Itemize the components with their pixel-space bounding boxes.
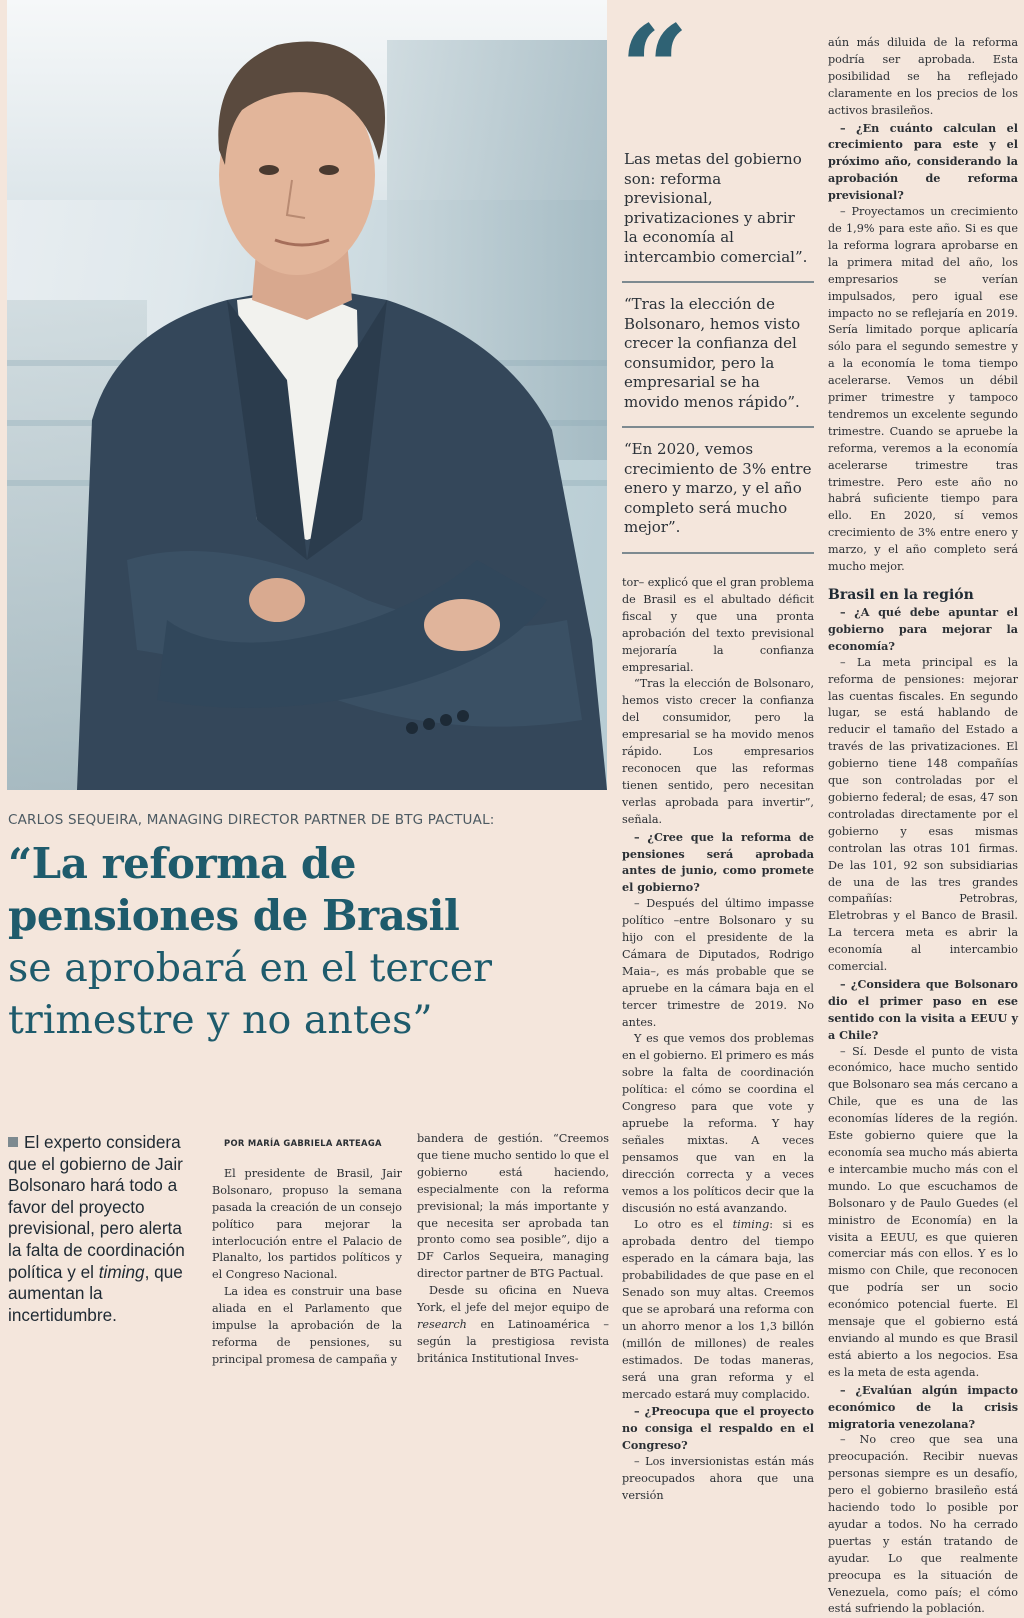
interview-answer: – No creo que sea una preocupación. Recibir nuevas personas siempre es un desafío, pero el gobierno brasileño está haciendo todo lo posible por ayudar a todos. No ha cerrado puertas y están tratando de ayudar. Lo que realmente preocupa es la situación de Venezuela, como país; el cómo está sufriendo la población. bbox=[828, 1433, 1018, 1616]
byline: POR MARÍA GABRIELA ARTEAGA bbox=[224, 1138, 382, 1148]
pull-quote-column bbox=[620, 0, 816, 556]
body-column-4 bbox=[828, 35, 1018, 1618]
paragraph: La idea es construir una base aliada en el Parlamento que impulse la aprobación de la reforma de pensiones, su principal promesa de campaña y bbox=[212, 1285, 402, 1366]
interview-question: – ¿Evalúan algún impacto económico de la crisis migratoria venezolana? bbox=[828, 1382, 1018, 1431]
pull-quote-2: “Tras la elección de Bolsonaro, hemos visto crecer la confianza del consumidor, pero la empresarial se ha movido menos rápido”. bbox=[624, 295, 801, 411]
interview-question: – ¿A qué debe apuntar el gobierno para mejorar la economía? bbox=[828, 605, 1018, 653]
paragraph: tor– explicó que el gran problema de Brasil es el abultado déficit fiscal y que una pronta aprobación del texto previsional mejoraría la confianza empresarial. bbox=[622, 576, 814, 674]
paragraph: Y es que vemos dos problemas en el gobierno. El primero es más sobre la falta de coordinación política: el cómo se coordina el Congreso para que vote y apruebe la reforma. Y hay señales mixtas. A veces pensamos que van en la dirección correcta y a veces vemos a los políticos decir que la discusión no está avanzando. bbox=[622, 1032, 814, 1215]
quote-mark-icon: “ bbox=[620, 0, 684, 140]
paragraph: Desde su oficina en Nueva York, el jefe del mejor equipo de research en Latinoamérica –según la prestigiosa revista británica Institutional Inves- bbox=[417, 1284, 609, 1365]
body-column-3 bbox=[622, 575, 814, 1505]
paragraph: aún más diluida de la reforma podría ser aprobada. Esta posibilidad se ha reflejado claramente en los precios de los activos brasileños. bbox=[828, 36, 1018, 117]
interview-question: – ¿Cree que la reforma de pensiones será aprobada antes de junio, como promete el gobierno? bbox=[622, 829, 814, 895]
interview-answer: – Sí. Desde el punto de vista económico, hace mucho sentido que Bolsonaro sea más cercano a Chile, que es una de las economías líderes de la región. Este gobierno quiere que la economía sea mucho más abierta e intercambie mucho más con el mundo. Lo que escuchamos de Bolsonaro y de Paulo Guedes (el ministro de Economía) en la visita a EEUU, es que quieren comerciar más con ellos. Y es lo mismo con Chile, que reconocen que podría ser un socio económico potencial fuerte. El mensaje que el gobierno está enviando al mundo es que Brasil está abierto a los negocios. Esa es la meta de esta agenda. bbox=[828, 1044, 1018, 1379]
headline-line-4: trimestre y no antes” bbox=[8, 997, 433, 1043]
square-bullet-icon bbox=[8, 1137, 18, 1147]
paragraph: Lo otro es el timing: si es aprobada dentro del tiempo esperado en la cámara baja, las probabilidades de que pase en el Senado son muy altas. Creemos que se aprobará una reforma con un ahorro menor a los 1,3 billón (millón de millones) de reales estimados. De todas maneras, será una gran reforma y el mercado estará muy complacido. bbox=[622, 1218, 814, 1401]
pull-quote-3: “En 2020, vemos crecimiento de 3% entre enero y marzo, y el año completo será mucho mejor”. bbox=[624, 440, 812, 536]
interview-question: – ¿Preocupa que el proyecto no consiga el respaldo en el Congreso? bbox=[622, 1404, 814, 1453]
body-column-1 bbox=[212, 1135, 402, 1369]
paragraph: bandera de gestión. “Creemos que tiene mucho sentido lo que el gobierno está haciendo, especialmente con la reforma previsional; la más importante y que necesita ser aprobada tan pronto como sea posible”, dijo a DF Carlos Sequeira, managing director partner de BTG Pactual. bbox=[417, 1132, 609, 1281]
divider bbox=[622, 281, 814, 283]
interview-answer: – Después del último impasse político –entre Bolsonaro y su hijo con el presidente de la Cámara de Diputados, Rodrigo Maia–, es más probable que se apruebe en la cámara baja en el tercer trimestre de 2019. No antes. bbox=[622, 897, 814, 1029]
interview-answer: – La meta principal es la reforma de pensiones: mejorar las cuentas fiscales. En segundo lugar, se está hablando de reducir el tamaño del Estado a través de las privatizaciones. El gobierno tiene 148 compañías que son controladas por el gobierno federal; de esas, 47 son controladas directamente por el gobierno y esas mismas controlan las otras 101 firmas. De las 101, 92 son subsidiarias de una de las tres grandes compañías: Petrobras, Eletrobras y el Banco de Brasil. La tercera meta es abrir la economía al intercambio comercial. bbox=[828, 655, 1018, 974]
interview-question: – ¿Considera que Bolsonaro dio el primer paso en ese sentido con la visita a EEUU y a Chile? bbox=[828, 976, 1018, 1042]
portrait-photo bbox=[7, 0, 607, 790]
headline bbox=[8, 838, 608, 1046]
interview-answer: – Proyectamos un crecimiento de 1,9% para este año. Si es que la reforma lograra aprobarse en la primera mitad del año, los empresarios se verían impulsados, pero igual ese impacto no se reflejaría en 2019. Sería limitado porque aplicaría sólo para el segundo semestre y a la economía le toma tiempo acelerarse. Vemos un débil primer trimestre y tampoco tendremos un excelente segundo trimestre. Cuando se apruebe la reforma, veremos a la economía acelerarse trimestre tras trimestre. Pero este año no habrá suficiente tiempo para ello. En 2020, sí vemos crecimiento de 3% entre enero y marzo, y el año completo será mucho mejor. bbox=[828, 205, 1018, 574]
pull-quote-1: Las metas del gobierno son: reforma previsional, privatizaciones y abrir la economía al intercambio comercial”. bbox=[624, 150, 808, 266]
interview-answer: – Los inversionistas están más preocupados ahora que una versión bbox=[622, 1455, 814, 1502]
section-heading: Brasil en la región bbox=[828, 587, 974, 603]
divider bbox=[622, 426, 814, 428]
paragraph: “Tras la elección de Bolsonaro, hemos visto crecer la confianza del consumidor, pero la empresarial se ha movido menos rápido. Los empresarios reconocen que las reformas tienen sentido, pero necesitan verlas aprobada para invertir”, señala. bbox=[622, 677, 814, 826]
headline-line-3: se aprobará en el tercer bbox=[8, 945, 492, 991]
person-illustration bbox=[7, 0, 607, 790]
headline-line-2: pensiones de Brasil bbox=[8, 891, 460, 940]
divider bbox=[622, 552, 814, 554]
headline-line-1: “La reforma de bbox=[8, 839, 356, 888]
lead-summary: El experto considera que el gobierno de Jair Bolsonaro hará todo a favor del proyecto previsional, pero alerta la falta de coordinación política y el timing, que aumentan la incertidumbre. bbox=[8, 1132, 185, 1325]
body-column-2 bbox=[417, 1131, 609, 1368]
paragraph: El presidente de Brasil, Jair Bolsonaro, propuso la semana pasada la creación de un consejo político para mejorar la interlocución entre el Palacio de Planalto, los partidos políticos y el Congreso Nacional. bbox=[212, 1166, 402, 1282]
interview-question: – ¿En cuánto calculan el crecimiento para este y el próximo año, considerando la aprobación de reforma previsional? bbox=[828, 120, 1018, 203]
kicker: CARLOS SEQUEIRA, MANAGING DIRECTOR PARTNER DE BTG PACTUAL: bbox=[8, 812, 495, 828]
